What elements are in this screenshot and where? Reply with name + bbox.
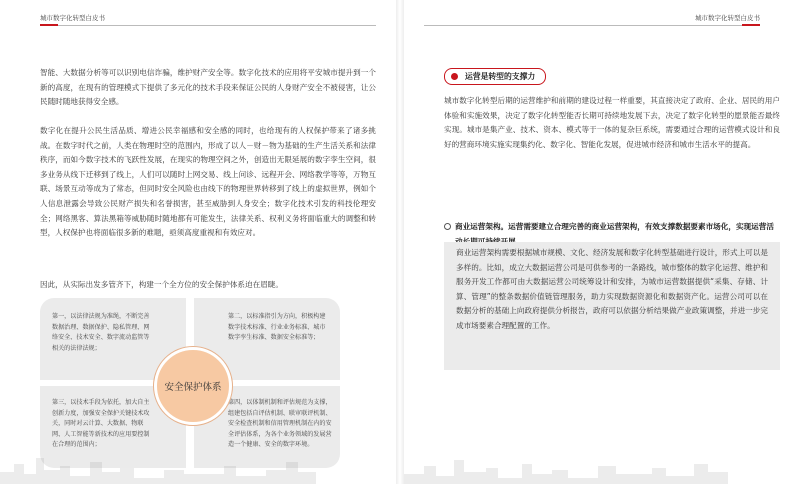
skyline-decoration	[0, 444, 396, 484]
right-page	[404, 0, 800, 484]
quadrant-technology-text: 第三，以技术手段为依托，加大自主创新力度，加强安全保护关键技术攻关，同时对云计算、大数据、物联网、人工智能等新技术的应用要控制在合理的范围内；	[52, 399, 150, 449]
quadrant-mechanism-text: 第四，以体制机制和评估规范为支撑，组建包括自评估机制、联审联评机制、安全检查机制和信用管理机制在内的安全评估体系，为各个业务领域的发展营造一个健康、安全的数字环境。	[228, 399, 332, 449]
paragraph-2: 数字化在提升公民生活品质、增进公民幸福感和安全感的同时，也给现有的人权保护带来了诸多挑战。在数字时代之前，人类在物理时空的范围内，形成了以人－财－物为基础的生产生活关系和法律秩序，而如今数字技术的飞跃性发展，在现实的物理空间之外，创造出无限延展的数字孪生空间，很多业务从线下迁移到了线上，人们可以随时上网交易、线上问诊、远程开会、网络教学等等，万物互联、场景互动等成为了常态，但同时安全风险也由线下的物理世界转移到了线上的虚拟世界，例如个人信息泄露会导致公民财产损失和名誉损害，甚至威胁到人身安全；数字化技术引发的科技伦理安全；网络黑客、算法黑箱等威胁随时随地都有可能发生，法律关系、权利义务将面临重大的调整和转型，人权保护也将面临很多新的难题，亟须高度重视和有效应对。	[40, 126, 376, 238]
intro-paragraph: 城市数字化转型后期的运营维护和前期的建设过程一样重要，其直接决定了政府、企业、居民的用户体验和实施效果，决定了数字化转型能否长期可持续地发展下去，决定了数字化转型的愿景能否最终实现。城市是集产业、技术、资本、模式等于一体的复杂巨系统，需要通过合理的运营模式设计和良好的营商环境实施实现集约化、数字化、智能化发展，促进城市经济和城市生活水平的提高。	[444, 96, 780, 149]
highlight-box-text: 商业运营架构需要根据城市规模、文化、经济发展和数字化转型基础进行设计，形式上可以是多样的。比如，成立大数据运营公司是可供参考的一条路线，城市整体的数字化运营、维护和服务开发工作都可由大数据运营公司统筹设计和安排，为城市运营数据提供“采集、存储、计算、管理”的整条数据价值链管理服务，助力实现数据资源化和数据资产化。运营公司可以在数据分析的基础上向政府提供分析报告，政府可以依据分析结果做产业政策调整，并进一步完成市场要素合理配置的工作。	[456, 248, 768, 330]
highlight-box	[444, 242, 780, 370]
paragraph-1: 智能、大数据分析等可以识别电信诈骗，维护财产安全等。数字化技术的应用将平安城市提升到一个新的高度，在现有的管理模式下提供了多元化的技术手段来保证公民的人身财产安全不被侵害，让公民随时随地获得安全感。	[40, 68, 376, 107]
section-badge-label: 运营是转型的支撑力	[465, 72, 536, 81]
right-header-rule	[424, 25, 760, 26]
left-header-rule	[40, 25, 376, 26]
paragraph-3: 因此，从实际出发多管齐下，构建一个全方位的安全保护体系迫在眉睫。	[40, 280, 283, 289]
left-header-accent	[40, 24, 58, 26]
bullet-text: 商业运营架构。运营需要建立合理完善的商业运营架构，有效支撑数据要素市场化，实现运营活	[455, 222, 774, 231]
right-header-accent	[742, 24, 760, 26]
section-badge	[444, 68, 546, 85]
skyline-decoration-right	[404, 444, 800, 484]
diagram-center-label: 安全保护体系	[164, 382, 222, 393]
quadrant-law-text: 第一，以法律法规为准绳，不断完善数据治理、数据保护、隐私管理、网络安全、技术安全、数字流动监管等相关的法律法规；	[52, 313, 150, 352]
page-gutter	[396, 0, 404, 484]
diagram-center-circle	[154, 347, 232, 425]
badge-dot-icon	[451, 73, 458, 80]
bullet-ring-icon	[444, 223, 451, 230]
right-running-header: 城市数字化转型白皮书	[695, 14, 760, 22]
quadrant-standards-text: 第二，以标准指引为方向，积极构建数字技术标准、行业业务标准、城市数字孪生标准、数据安全标准等；	[228, 313, 326, 342]
left-page	[0, 0, 396, 484]
left-running-header: 城市数字化转型白皮书	[40, 14, 105, 22]
security-system-diagram	[40, 298, 340, 468]
